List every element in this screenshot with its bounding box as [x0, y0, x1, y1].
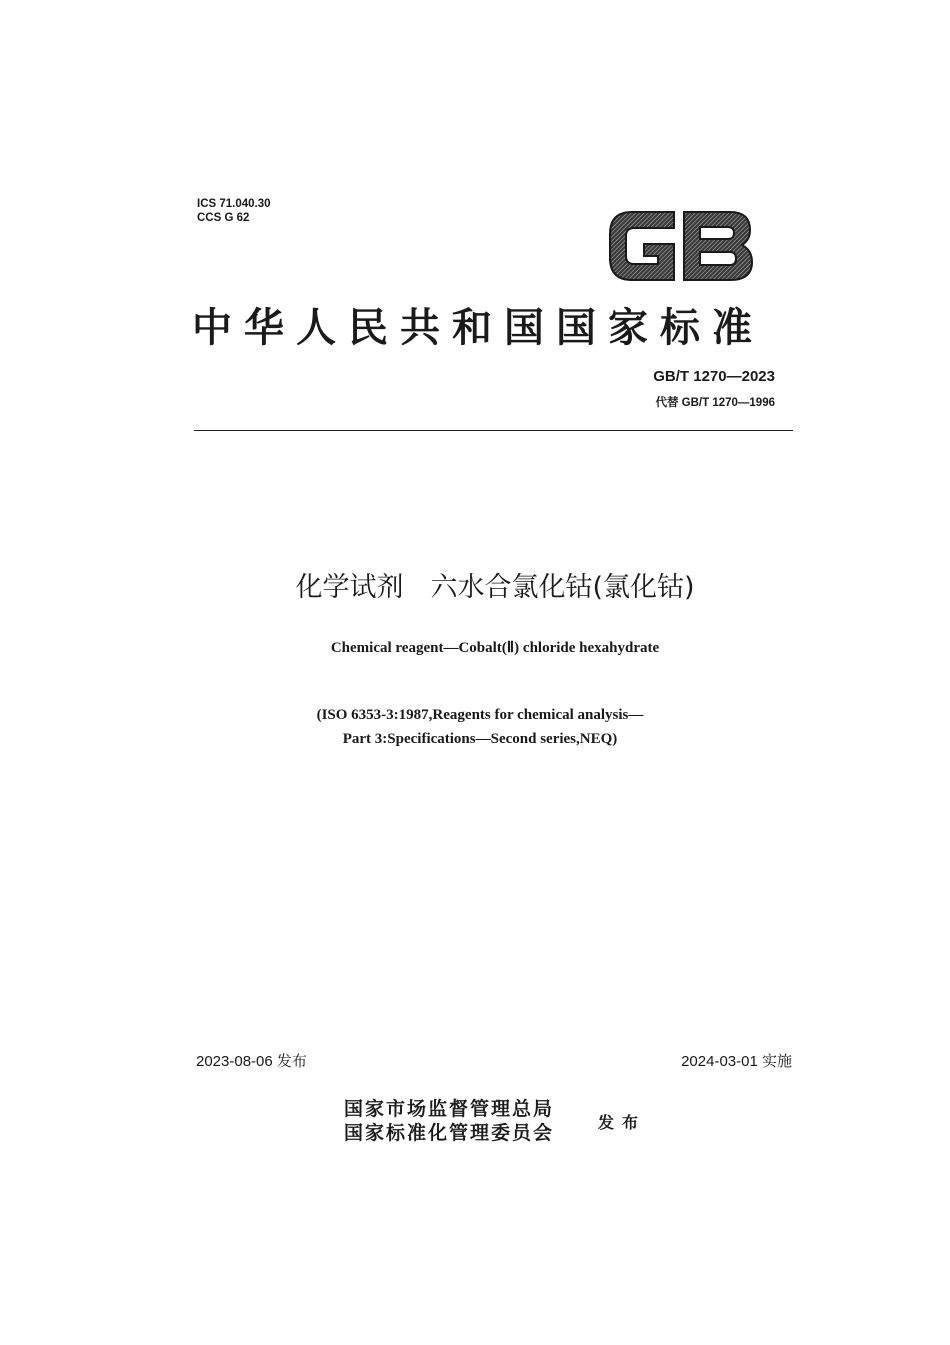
issuer-samr: 国家市场监督管理总局 [344, 1098, 555, 1120]
gb-logo [604, 206, 756, 286]
publish-date: 2023-08-06 发布 [196, 1053, 307, 1070]
iso-reference-line2: Part 3:Specifications—Second series,NEQ) [342, 731, 618, 747]
ics-code: ICS 71.040.30 [197, 198, 271, 210]
national-standard-title: 中华人民共和国国家标准 [192, 304, 764, 351]
header-divider [194, 430, 793, 431]
issuing-authorities [344, 1097, 554, 1145]
implementation-date: 2024-03-01 实施 [681, 1053, 792, 1070]
iso-reference [0, 703, 950, 751]
standard-number: GB/T 1270—2023 [653, 368, 775, 385]
replaces-standard: 代替 GB/T 1270—1996 [655, 397, 775, 409]
classification-codes [197, 197, 271, 225]
issuer-sac: 国家标准化管理委员会 [344, 1122, 555, 1144]
document-title-en: Chemical reagent—Cobalt(Ⅱ) chloride hexahydrate [330, 640, 660, 656]
document-title-zh: 化学试剂 六水合氯化钴(氯化钴) [295, 572, 695, 603]
iso-reference-line1: (ISO 6353-3:1987,Reagents for chemical analysis— [316, 707, 644, 723]
gb-logo-mark [604, 206, 756, 286]
issued-label: 发布 [598, 1113, 647, 1132]
ccs-code: CCS G 62 [197, 212, 250, 224]
